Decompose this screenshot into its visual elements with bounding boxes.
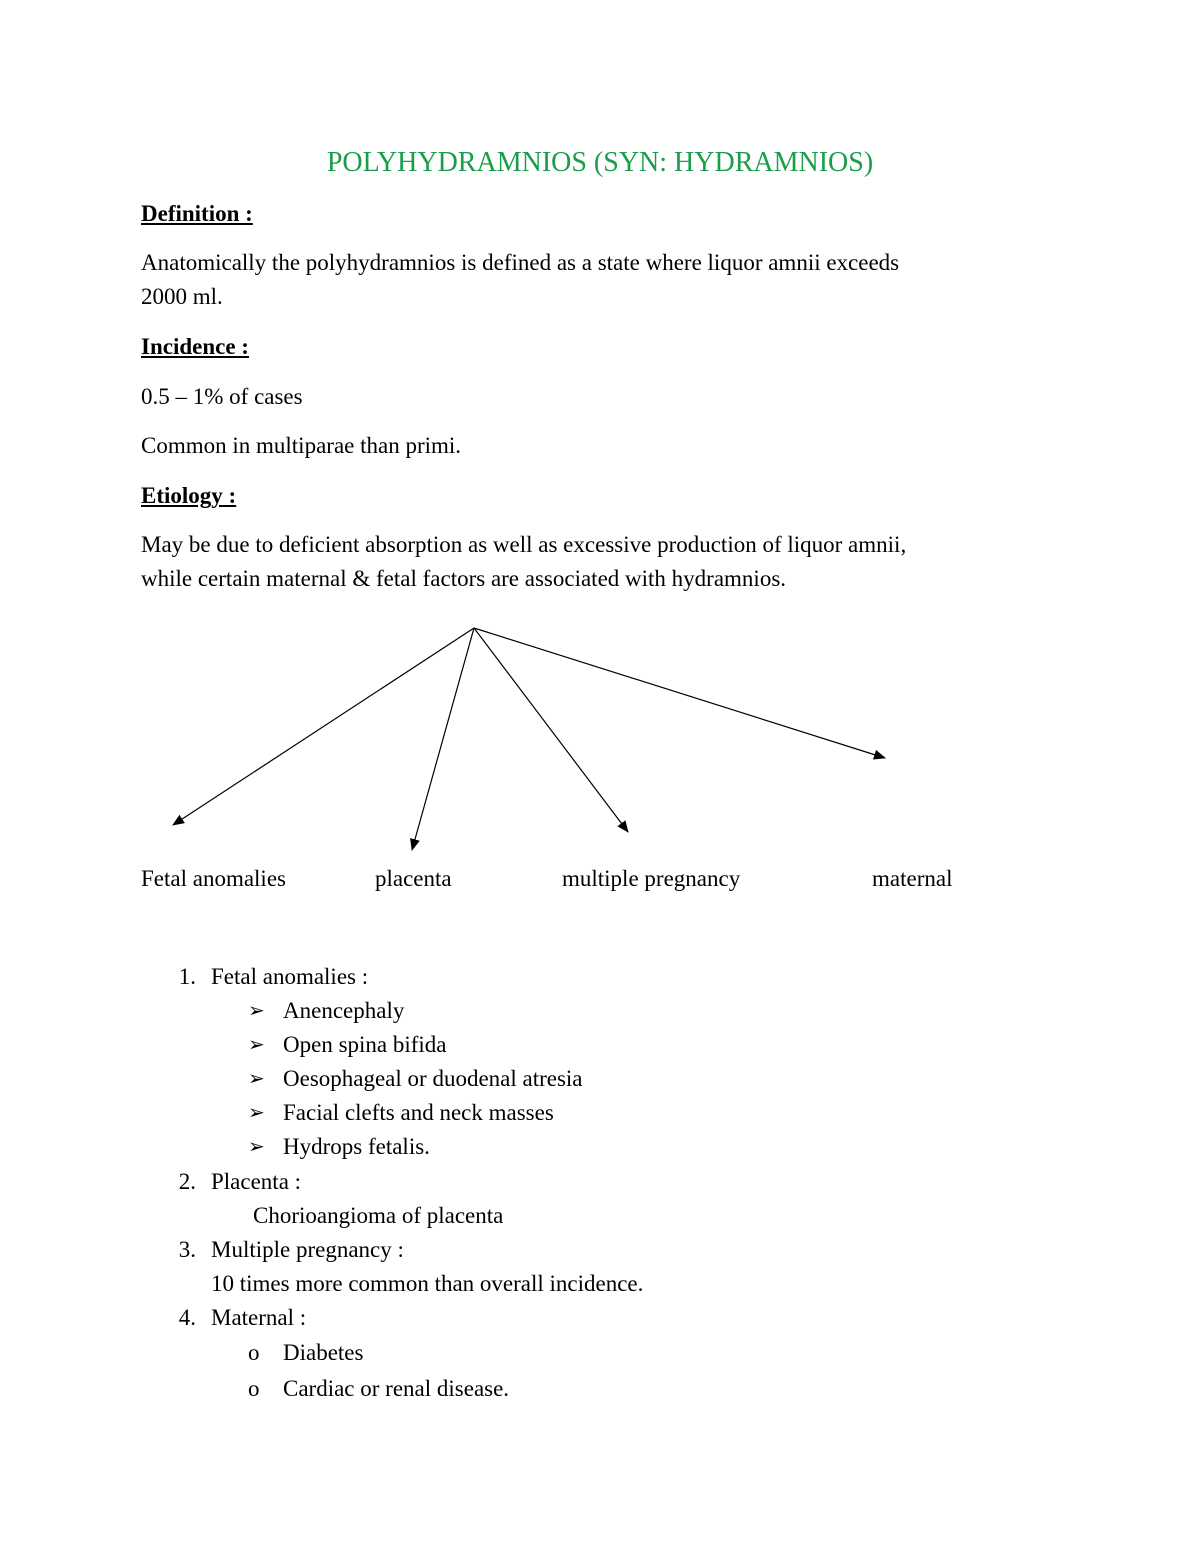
- diagram-label-fetal-anomalies: Fetal anomalies: [141, 866, 286, 891]
- arrow-to-placenta: [412, 628, 474, 850]
- circle-bullet-icon: o: [248, 1376, 260, 1401]
- incidence-text-line-2: Common in multiparae than primi.: [141, 433, 462, 458]
- sub-item-diabetes: Diabetes: [283, 1340, 364, 1365]
- list-item-placenta: Placenta :: [211, 1169, 302, 1194]
- list-number-1: 1.: [178, 964, 196, 989]
- arrow-to-multiple-pregnancy: [474, 628, 628, 832]
- list-number-3: 3.: [178, 1237, 196, 1262]
- etiology-text-line-1: May be due to deficient absorption as well as excessive production of liquor amnii,: [141, 532, 907, 557]
- sub-item-hydrops-fetalis: Hydrops fetalis.: [283, 1134, 430, 1159]
- diagram-label-placenta: placenta: [375, 866, 452, 891]
- sub-item-anencephaly: Anencephaly: [283, 998, 405, 1023]
- sub-item-facial-clefts: Facial clefts and neck masses: [283, 1100, 554, 1125]
- definition-heading: Definition :: [141, 201, 253, 226]
- page-title: POLYHYDRAMNIOS (SYN: HYDRAMNIOS): [326, 147, 874, 178]
- placenta-detail: Chorioangioma of placenta: [253, 1203, 504, 1228]
- list-item-maternal: Maternal :: [211, 1305, 307, 1330]
- sub-item-oesophageal-atresia: Oesophageal or duodenal atresia: [283, 1066, 583, 1091]
- list-item-fetal-anomalies: Fetal anomalies :: [211, 964, 369, 989]
- arrow-bullet-icon: ➢: [248, 1136, 265, 1158]
- sub-item-cardiac-renal-disease: Cardiac or renal disease.: [283, 1376, 510, 1401]
- definition-text-line-2: 2000 ml.: [141, 284, 223, 309]
- circle-bullet-icon: o: [248, 1340, 260, 1365]
- incidence-heading: Incidence :: [141, 334, 249, 359]
- multiple-pregnancy-detail: 10 times more common than overall incidence.: [211, 1271, 644, 1296]
- arrow-bullet-icon: ➢: [248, 1000, 265, 1022]
- arrow-to-fetal-anomalies: [173, 628, 474, 825]
- sub-item-open-spina-bifida: Open spina bifida: [283, 1032, 447, 1057]
- arrow-bullet-icon: ➢: [248, 1068, 265, 1090]
- etiology-heading: Etiology :: [141, 483, 237, 508]
- list-item-multiple-pregnancy: Multiple pregnancy :: [211, 1237, 404, 1262]
- incidence-text-line-1: 0.5 – 1% of cases: [141, 384, 303, 409]
- diagram-label-maternal: maternal: [872, 866, 953, 891]
- diagram-label-multiple-pregnancy: multiple pregnancy: [562, 866, 741, 891]
- list-number-4: 4.: [178, 1305, 196, 1330]
- arrow-bullet-icon: ➢: [248, 1102, 265, 1124]
- arrow-bullet-icon: ➢: [248, 1034, 265, 1056]
- arrow-to-maternal: [474, 628, 885, 758]
- definition-text-line-1: Anatomically the polyhydramnios is defined as a state where liquor amnii exceeds: [141, 250, 900, 275]
- list-number-2: 2.: [178, 1169, 196, 1194]
- etiology-text-line-2: while certain maternal & fetal factors are associated with hydramnios.: [141, 566, 787, 591]
